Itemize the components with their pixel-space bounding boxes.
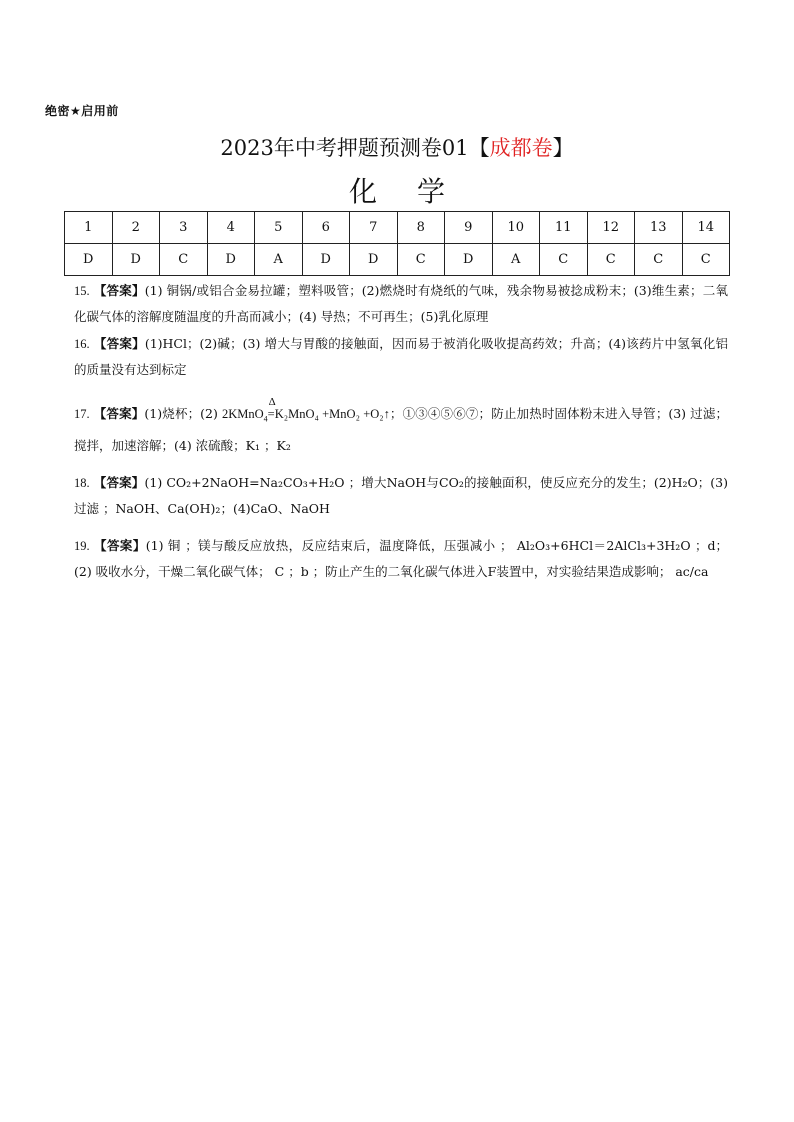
question-number-cell: 2	[112, 212, 160, 244]
answer-cell: D	[65, 244, 113, 276]
answer-q15	[74, 278, 728, 329]
exam-title-region: 成都卷	[489, 136, 553, 160]
answer-q19	[74, 533, 728, 584]
question-number: 19.	[74, 539, 90, 553]
question-number: 16.	[74, 337, 90, 351]
answer-text: (1) 铜 ；镁与酸反应放热，反应结束后，温度降低，压强减小 ； Al₂O₃+6HCl＝2AlCl₃+3H₂O ；d；(2) 吸收水分，干燥二氧化碳气体； C ；b ；防止产生的二氧化碳气体进入F装置中，对实验结果造成影响； ac/ca	[74, 538, 728, 579]
answer-tag: 【答案】	[93, 336, 145, 351]
equation-products: K₂MnO₄ +MnO₂ +O₂↑	[274, 407, 390, 421]
answer-cell: D	[302, 244, 350, 276]
exam-title	[0, 132, 794, 162]
chemical-equation	[221, 396, 390, 424]
answer-table-answer-row	[65, 244, 730, 276]
answer-tag: 【答案】	[93, 283, 145, 298]
heating-condition-sign: Δ =	[268, 401, 275, 427]
question-number-cell: 9	[445, 212, 493, 244]
question-number-cell: 11	[540, 212, 588, 244]
answer-tag: 【答案】	[94, 538, 146, 553]
question-number-cell: 10	[492, 212, 540, 244]
question-number-cell: 13	[635, 212, 683, 244]
answer-text-before: (1)烧杯；(2)	[144, 406, 222, 421]
answer-cell: C	[397, 244, 445, 276]
answer-cell: C	[635, 244, 683, 276]
question-number: 18.	[74, 476, 90, 490]
exam-title-bracket-open: 【	[468, 136, 490, 160]
question-number-cell: 5	[255, 212, 303, 244]
answer-text: (1) 铜锅/或铝合金易拉罐；塑料吸管；(2)燃烧时有烧纸的气味，残余物易被捻成粉末；(3)维生素；二氧化碳气体的溶解度随温度的升高而减小；(4) 导热；不可再生；(5)乳化原理	[74, 283, 728, 324]
question-number-cell: 1	[65, 212, 113, 244]
question-number-cell: 3	[160, 212, 208, 244]
answer-cell: C	[540, 244, 588, 276]
question-number-cell: 6	[302, 212, 350, 244]
question-number-cell: 14	[682, 212, 730, 244]
question-number-cell: 7	[350, 212, 398, 244]
answer-text-after: ；①③④⑤⑥⑦；防止加热时固体粉末进入导管；(3) 过滤；搅拌，加速溶解；(4) 浓硫酸；K₁ ；K₂	[74, 406, 728, 453]
answer-tag: 【答案】	[93, 475, 145, 490]
question-number-cell: 4	[207, 212, 255, 244]
equation-reactant-subscript: 4	[263, 414, 268, 424]
answer-cell: D	[445, 244, 493, 276]
answer-cell: D	[350, 244, 398, 276]
answer-cell: D	[112, 244, 160, 276]
question-number-cell: 12	[587, 212, 635, 244]
exam-title-bracket-close: 】	[552, 136, 574, 160]
answer-cell: C	[587, 244, 635, 276]
equation-reactant: 2KMnO	[221, 407, 264, 421]
subject-heading: 化学	[348, 175, 485, 208]
answer-text: (1)HCl；(2)碱；(3) 增大与胃酸的接触面，因而易于被消化吸收提高药效；升高；(4)该药片中氢氧化铝的质量没有达到标定	[74, 336, 728, 377]
question-number: 15.	[74, 284, 90, 298]
answer-cell: A	[255, 244, 303, 276]
answer-text: (1) CO₂+2NaOH=Na₂CO₃+H₂O ；增大NaOH与CO₂的接触面积，使反应充分的发生；(2)H₂O；(3) 过滤 ；NaOH、Ca(OH)₂；(4)CaO、NaOH	[74, 475, 728, 516]
answer-table	[64, 211, 730, 276]
answer-cell: C	[682, 244, 730, 276]
answer-q16	[74, 331, 728, 382]
answer-q17	[74, 396, 728, 459]
question-number: 17.	[74, 407, 90, 421]
answer-cell: D	[207, 244, 255, 276]
delta-symbol: Δ	[268, 396, 276, 408]
answer-table-number-row	[65, 212, 730, 244]
answer-q18	[74, 470, 728, 521]
answer-cell: C	[160, 244, 208, 276]
question-number-cell: 8	[397, 212, 445, 244]
answer-cell: A	[492, 244, 540, 276]
confidential-label: 绝密★启用前	[45, 104, 119, 118]
exam-title-main: 2023年中考押题预测卷01	[220, 136, 469, 160]
answer-tag: 【答案】	[93, 406, 145, 421]
